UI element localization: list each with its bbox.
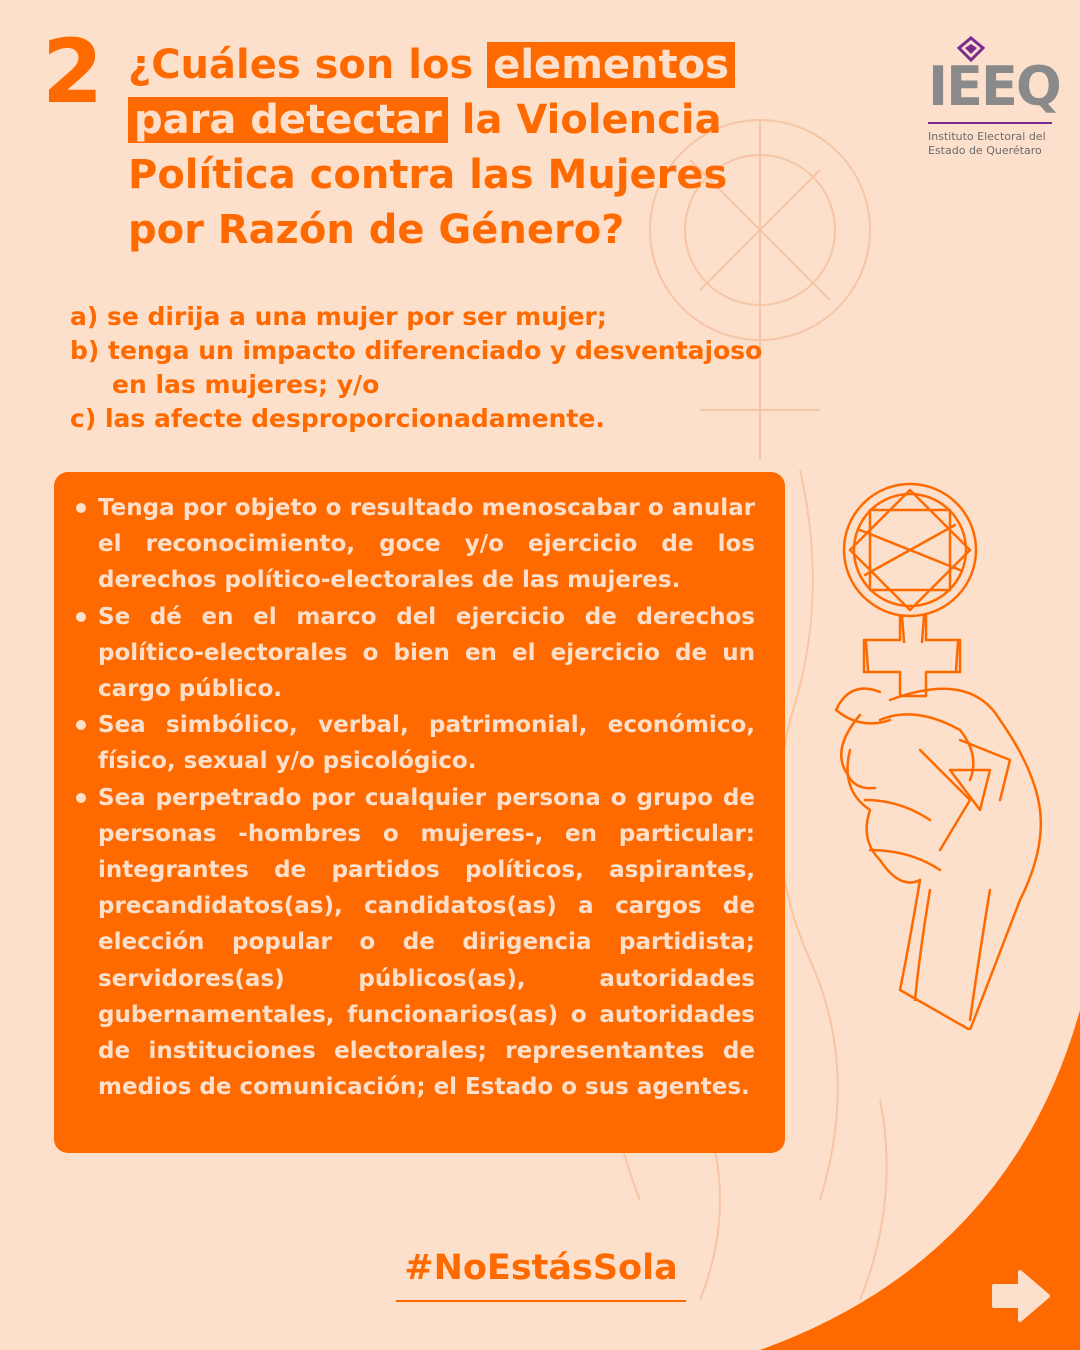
condition-a: a) se dirija a una mujer por ser mujer; <box>70 302 607 331</box>
logo-mark: IEEQ <box>928 55 1060 118</box>
list-item: Sea simbólico, verbal, patrimonial, económico, físico, sexual y/o psicológico. <box>76 707 755 779</box>
list-item: Sea perpetrado por cualquier persona o grupo de personas -hombres o mujeres-, en particular: integrantes de partidos políticos, aspirantes, precandidatos(as), candidatos(as) a cargos de elección popular o de dirigencia partidista; servidores(as) públicos(as), autoridades gubernamentales, funcionarios(as) o autoridades de instituciones electorales; representantes de medios de comunicación; el Estado o sus agentes. <box>76 780 755 1106</box>
elements-box <box>54 472 785 1153</box>
page-title <box>128 38 808 258</box>
bullet-icon <box>76 793 86 803</box>
female-symbol-hand-illustration <box>820 470 1060 1030</box>
condition-c: c) las afecte desproporcionadamente. <box>70 404 605 433</box>
elements-list <box>76 490 755 1105</box>
condition-b: b) tenga un impacto diferenciado y desventajoso <box>70 336 763 365</box>
list-item: Tenga por objeto o resultado menoscabar o anular el reconocimiento, goce y/o ejercicio de los derechos político-electorales de las mujeres. <box>76 490 755 599</box>
list-item: Se dé en el marco del ejercicio de derechos político-electorales o bien en el ejercicio de un cargo público. <box>76 599 755 708</box>
hashtag: #NoEstásSola <box>404 1248 678 1288</box>
logo-divider <box>928 122 1052 124</box>
conditions-list <box>70 300 762 436</box>
title-part-2: la Violencia Política contra las Mujeres por Razón de Género? <box>128 97 728 253</box>
title-part-1: ¿Cuáles son los <box>128 42 488 88</box>
arrow-right-icon[interactable] <box>990 1268 1052 1324</box>
logo-text-line-2: Estado de Querétaro <box>928 144 1042 157</box>
bullet-icon <box>76 612 86 622</box>
logo-text-line-1: Instituto Electoral del <box>928 130 1046 143</box>
title-highlight-1: elementos <box>487 42 735 88</box>
condition-b-continued: en las mujeres; y/o <box>112 370 380 399</box>
hashtag-underline <box>396 1300 686 1302</box>
title-highlight-2: para detectar <box>128 97 448 143</box>
bullet-icon <box>76 720 86 730</box>
ieeq-logo <box>928 36 1058 158</box>
section-number: 2 <box>42 20 104 123</box>
bullet-icon <box>76 503 86 513</box>
